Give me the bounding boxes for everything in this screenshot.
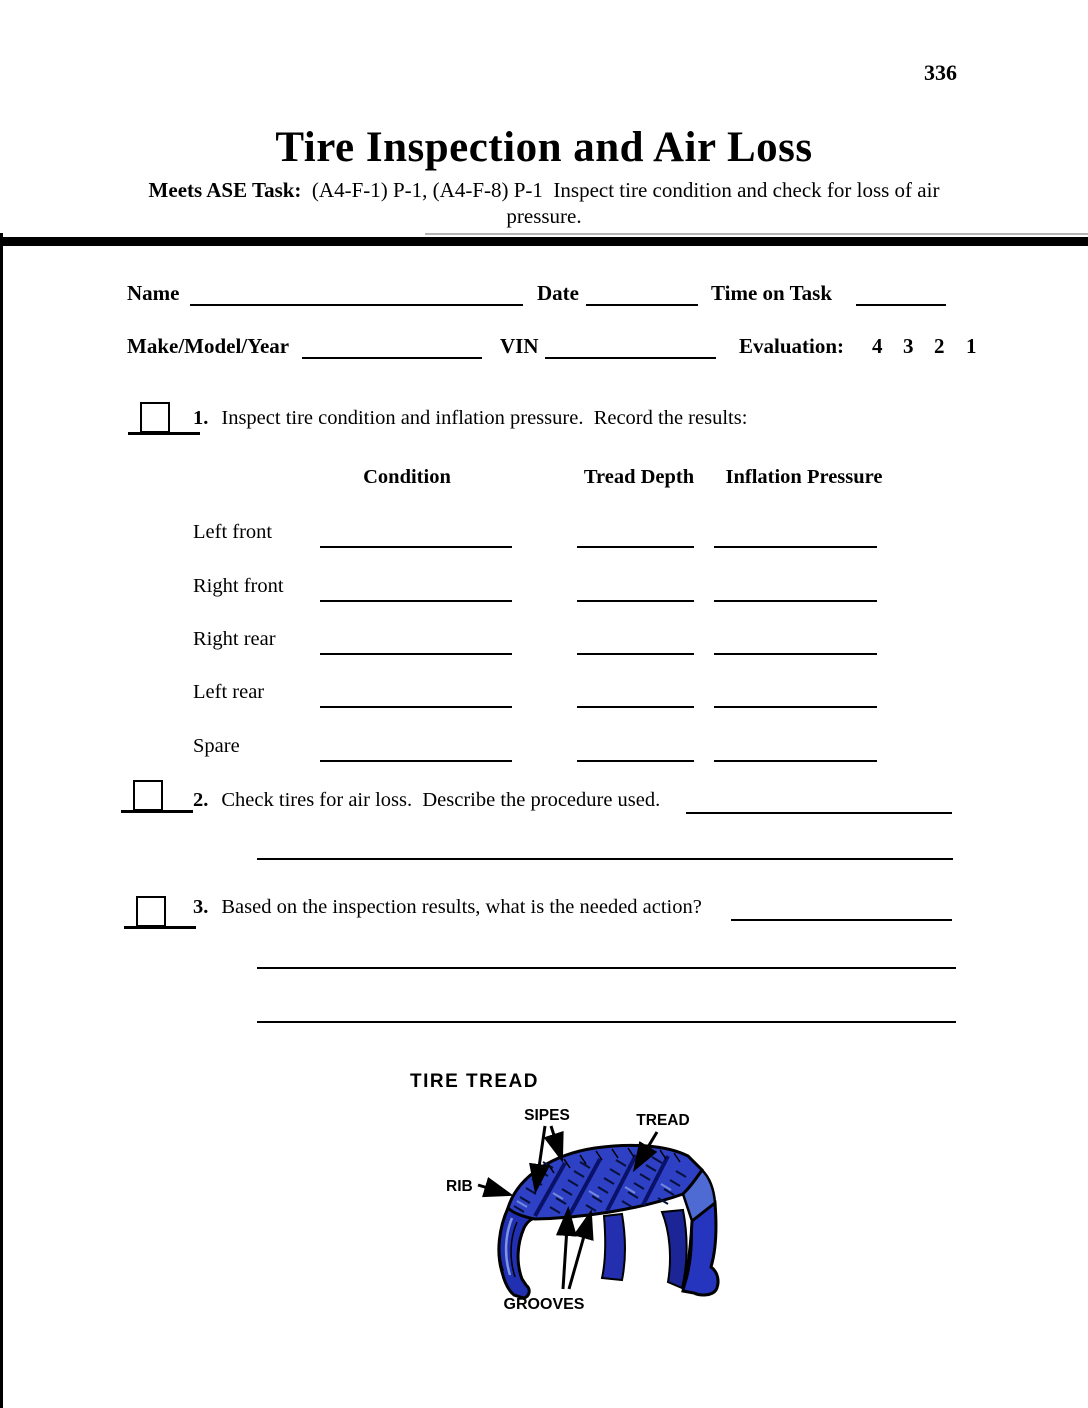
task3-answer-line-2 [257, 943, 956, 969]
page-number: 336 [924, 60, 957, 85]
right-rear-condition-line [320, 629, 512, 655]
divider-rule [0, 237, 1088, 246]
right-front-tread-depth-line [577, 576, 694, 602]
row-label-right-front: Right front [193, 575, 284, 597]
task1-checkbox-square [140, 402, 170, 433]
left-rear-condition-line [320, 682, 512, 708]
make-model-year-blank-line [302, 333, 482, 359]
task3-answer-line-1 [731, 895, 952, 921]
time-on-task-blank-line [856, 280, 946, 306]
tire-right-sidewall [683, 1203, 718, 1295]
right-rear-tread-depth-line [577, 629, 694, 655]
task3-line [193, 897, 702, 918]
task2-checkbox-square [133, 780, 163, 811]
task2-text: Check tires for air loss. Describe the procedure used. [221, 789, 661, 811]
meets-ase-task-label: Meets ASE Task: [148, 178, 302, 202]
spare-inflation-line [714, 736, 877, 762]
date-blank-line [586, 280, 698, 306]
task1-line [193, 408, 747, 429]
row-label-right-rear: Right rear [193, 628, 276, 650]
spare-tread-depth-line [577, 736, 694, 762]
page-title: Tire Inspection and Air Loss [275, 124, 813, 171]
meets-ase-task-detail: (A4-F-1) P-1, (A4-F-8) P-1 Inspect tire condition and check for loss of air [311, 178, 940, 202]
diagram-title: TIRE TREAD [410, 1071, 539, 1092]
tire-center-cut-section [602, 1214, 625, 1280]
evaluation-score-2: 2 [934, 334, 945, 358]
rib-arrow [478, 1185, 508, 1194]
evaluation-score-1: 1 [966, 334, 977, 358]
tire-tread-diagram [400, 1060, 800, 1340]
meets-ase-task-text [301, 178, 312, 202]
task1-text: Inspect tire condition and inflation pressure. Record the results: [221, 407, 748, 429]
tread-label: TREAD [636, 1112, 690, 1129]
left-rear-inflation-line [714, 682, 877, 708]
right-front-inflation-line [714, 576, 877, 602]
evaluation-label: Evaluation: [739, 334, 845, 358]
grooves-label: GROOVES [503, 1296, 585, 1313]
name-label: Name [127, 281, 180, 305]
vin-label: VIN [500, 334, 539, 358]
task1-checkbox [128, 402, 200, 435]
time-on-task-label: Time on Task [711, 281, 833, 305]
left-front-tread-depth-line [577, 522, 694, 548]
right-front-condition-line [320, 576, 512, 602]
task2-checkbox [121, 780, 193, 813]
make-model-year-label: Make/Model/Year [127, 334, 290, 358]
task2-answer-line-1 [686, 788, 952, 814]
task3-answer-line-3 [257, 997, 956, 1023]
evaluation-score-4: 4 [872, 334, 883, 358]
divider-thin-line [425, 233, 1088, 235]
row-label-left-front: Left front [193, 521, 273, 543]
tire-right-cut-face [662, 1210, 687, 1288]
rib-label: RIB [446, 1178, 473, 1195]
evaluation-score-3: 3 [903, 334, 914, 358]
scan-edge-artifact [0, 233, 3, 1408]
sipes-arrow-right [551, 1126, 561, 1157]
name-blank-line [190, 280, 523, 306]
task3-checkbox-square [136, 896, 166, 927]
right-rear-inflation-line [714, 629, 877, 655]
task1-number: 1. [193, 407, 209, 429]
date-label: Date [537, 281, 579, 305]
sipes-label: SIPES [524, 1107, 570, 1124]
task2-number: 2. [193, 789, 209, 811]
meets-ase-task-line2: pressure. [506, 204, 582, 228]
task3-number: 3. [193, 896, 209, 918]
meets-ase-task-line [0, 178, 1088, 203]
header-inflation-pressure: Inflation Pressure [725, 466, 883, 488]
left-front-inflation-line [714, 522, 877, 548]
task3-text: Based on the inspection results, what is the needed action? [221, 896, 702, 918]
vin-blank-line [545, 333, 716, 359]
task2-line [193, 790, 660, 811]
grooves-arrow-left [563, 1212, 568, 1289]
header-tread-depth: Tread Depth [583, 466, 695, 488]
task3-checkbox [124, 896, 196, 929]
row-label-spare: Spare [193, 735, 240, 757]
task2-answer-line-2 [257, 834, 953, 860]
header-condition: Condition [363, 466, 451, 488]
left-rear-tread-depth-line [577, 682, 694, 708]
spare-condition-line [320, 736, 512, 762]
grooves-arrow-right [569, 1215, 590, 1289]
row-label-left-rear: Left rear [193, 681, 265, 703]
left-front-condition-line [320, 522, 512, 548]
